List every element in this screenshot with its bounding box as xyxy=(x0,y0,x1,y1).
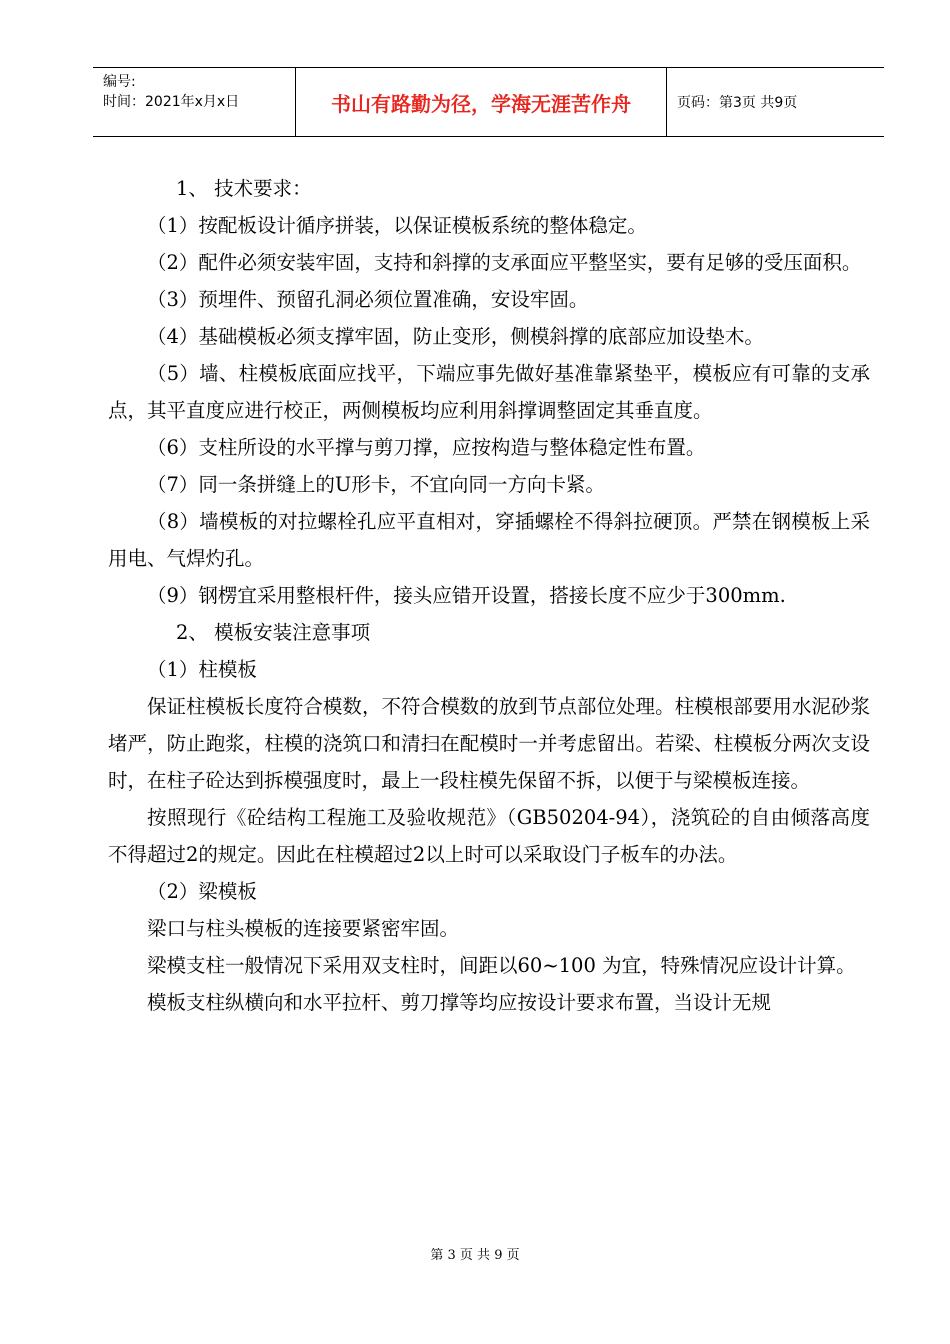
header-page-number: 页码：第3页 共9页 xyxy=(677,95,798,111)
paragraph: 模板支柱纵横向和水平拉杆、剪刀撑等均应按设计要求布置，当设计无规 xyxy=(147,991,772,1014)
paragraph: （8）墙模板的对拉螺栓孔应平直相对，穿插螺栓不得斜拉硬顶。严禁在钢模板上采用电、气焊灼孔。 xyxy=(108,510,870,570)
paragraph: 按照现行《砼结构工程施工及验收规范》（GB50204-94），浇筑砼的自由倾落高度不得超过2的规定。因此在柱模超过2以上时可以采取设门子板车的办法。 xyxy=(108,806,870,866)
section-heading: 1、 技术要求： xyxy=(176,177,312,200)
header-motto: 书山有路勤为径，学海无涯苦作舟 xyxy=(295,68,667,136)
paragraph: 保证柱模板长度符合模数，不符合模数的放到节点部位处理。柱模根部要用水泥砂浆堵严，防止跑浆，柱模的浇筑口和清扫在配模时一并考虑留出。若梁、柱模板分两次支设时，在柱子砼达到拆模强度时，最上一段柱模先保留不拆，以便于与梁模板连接。 xyxy=(108,695,870,792)
section-heading: 2、 模板安装注意事项 xyxy=(176,621,371,644)
paragraph: （2）配件必须安装牢固，支持和斜撑的支承面应平整坚实，要有足够的受压面积。 xyxy=(147,251,862,274)
paragraph: （1）按配板设计循序拼装，以保证模板系统的整体稳定。 xyxy=(147,214,647,237)
paragraph: （9）钢楞宜采用整根杆件，接头应错开设置，搭接长度不应少于300mm. xyxy=(147,584,786,607)
time-label: 时间：2021年x月x日 xyxy=(103,94,240,110)
subsection-heading: （1）柱模板 xyxy=(147,658,257,681)
paragraph: （4）基础模板必须支撑牢固，防止变形，侧模斜撑的底部应加设垫木。 xyxy=(147,325,764,348)
page-footer: 第 3 页 共 9 页 xyxy=(430,1248,520,1263)
paragraph: （5）墙、柱模板底面应找平，下端应事先做好基准靠紧垫平，模板应有可靠的支承点，其平直度应进行校正，两侧模板均应利用斜撑调整固定其垂直度。 xyxy=(108,362,870,422)
code-label: 编号: xyxy=(103,74,136,90)
paragraph: 梁模支柱一般情况下采用双支柱时，间距以60~100 为宜，特殊情况应设计计算。 xyxy=(147,954,856,977)
paragraph: （3）预埋件、预留孔洞必须位置准确，安设牢固。 xyxy=(147,288,589,311)
paragraph: 梁口与柱头模板的连接要紧密牢固。 xyxy=(147,917,460,940)
paragraph: （7）同一条拼缝上的U形卡，不宜向同一方向卡紧。 xyxy=(147,473,605,496)
subsection-heading: （2）梁模板 xyxy=(147,880,257,903)
header-meta xyxy=(93,68,295,136)
page-header xyxy=(93,67,884,137)
paragraph: （6）支柱所设的水平撑与剪刀撑，应按构造与整体稳定性布置。 xyxy=(147,436,706,459)
document-body xyxy=(108,170,870,1021)
